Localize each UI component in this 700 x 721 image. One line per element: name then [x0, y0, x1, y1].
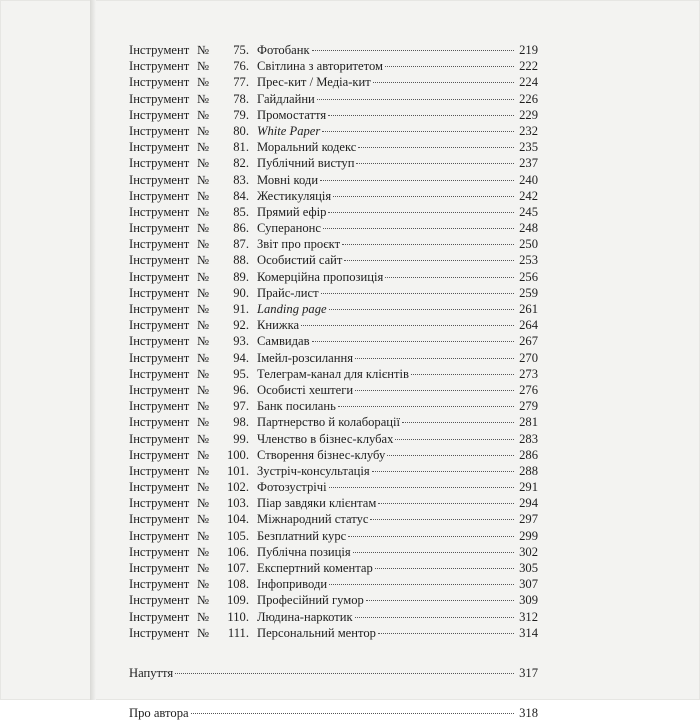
entry-word: Інструмент	[129, 140, 190, 155]
entry-page-number: 235	[519, 140, 538, 155]
entry-number: 77.	[233, 75, 249, 90]
entry-number-sign: №	[197, 528, 210, 543]
entry-number-sign: №	[197, 107, 210, 122]
entry-page-number: 270	[519, 350, 538, 365]
entry-number-sign: №	[197, 204, 210, 219]
toc-entry	[129, 236, 538, 252]
entry-title: Фотобанк	[257, 43, 310, 57]
entry-number-sign: №	[197, 302, 210, 316]
dot-leader	[355, 390, 514, 391]
entry-title: Особистий сайт	[257, 253, 343, 268]
entry-number: 92.	[233, 318, 249, 333]
toc-entry	[129, 447, 538, 463]
entry-number-sign: №	[197, 123, 210, 138]
dot-leader	[358, 147, 514, 148]
entry-page-number: 224	[519, 75, 538, 90]
entry-word: Інструмент	[129, 334, 190, 349]
entry-title: Експертний коментар	[257, 561, 373, 575]
toc-entry	[129, 188, 538, 204]
entry-word: Інструмент	[129, 302, 190, 316]
entry-number: 93.	[233, 334, 249, 349]
dot-leader	[375, 568, 514, 569]
entry-number-sign: №	[197, 399, 210, 414]
entry-title: Світлина з авторитетом	[257, 59, 384, 74]
entry-title: Landing page	[257, 302, 327, 316]
toc-entry	[129, 431, 538, 447]
entry-number-sign: №	[197, 544, 210, 559]
entry-title: Самвидав	[257, 334, 310, 349]
dot-leader	[342, 244, 514, 245]
dot-leader	[387, 455, 514, 456]
toc-entry-extra	[129, 705, 538, 721]
entry-number-sign: №	[197, 75, 210, 90]
entry-number: 84.	[233, 188, 249, 203]
entry-page-number: 273	[519, 366, 538, 381]
entry-word: Інструмент	[129, 188, 190, 203]
entry-number: 81.	[233, 140, 249, 155]
dot-leader	[320, 180, 514, 181]
entry-number: 83.	[233, 172, 249, 187]
entry-number: 85.	[233, 204, 249, 219]
dot-leader	[348, 536, 514, 537]
entry-number-sign: №	[197, 334, 210, 349]
entry-page-number: 286	[519, 447, 538, 462]
entry-title: Книжка	[257, 318, 300, 333]
entry-page-number: 250	[519, 237, 538, 252]
entry-number: 90.	[233, 285, 249, 300]
toc-entry	[129, 495, 538, 511]
entry-title: Безплатний курс	[257, 528, 347, 543]
entry-page-number: 291	[519, 480, 538, 495]
entry-title: Членство в бізнес-клубах	[257, 431, 394, 446]
entry-page-number: 312	[519, 609, 538, 624]
section-gap	[129, 641, 538, 665]
entry-number: 106.	[226, 544, 249, 559]
entry-number-sign: №	[197, 318, 210, 333]
entry-number-sign: №	[197, 156, 210, 171]
entry-number-sign: №	[197, 480, 210, 495]
entry-word: Інструмент	[129, 221, 190, 236]
entry-page-number: 299	[519, 528, 538, 543]
entry-number: 76.	[233, 59, 249, 74]
toc-entry	[129, 463, 538, 479]
toc-entry	[129, 74, 538, 90]
entry-title: Міжнародний статус	[257, 512, 369, 527]
dot-leader	[355, 358, 514, 359]
entry-number-sign: №	[197, 431, 210, 446]
toc-entry	[129, 528, 538, 544]
entry-title: Прес-кит / Медіа-кит	[257, 75, 371, 90]
entry-title: Комерційна пропозиція	[257, 269, 384, 284]
entry-number-sign: №	[197, 512, 210, 527]
entry-page-number: 305	[519, 561, 538, 575]
entry-number-sign: №	[197, 382, 210, 397]
entry-number: 110.	[227, 609, 249, 624]
entry-word: Інструмент	[129, 350, 190, 365]
entry-page-number: 279	[519, 399, 538, 414]
entry-word: Інструмент	[129, 593, 190, 608]
entry-number-sign: №	[197, 561, 210, 575]
entry-number: 99.	[233, 431, 249, 446]
entry-title: Публічний виступ	[257, 156, 355, 171]
toc-entry-extra	[129, 665, 538, 681]
entry-word: Інструмент	[129, 107, 190, 122]
dot-leader	[385, 66, 514, 67]
entry-number-sign: №	[197, 625, 210, 640]
entry-word: Інструмент	[129, 59, 190, 74]
toc-entry	[129, 155, 538, 171]
toc-entry	[129, 511, 538, 527]
entry-page-number: 240	[519, 172, 538, 187]
entry-number-sign: №	[197, 172, 210, 187]
entry-title: White Paper	[257, 123, 321, 138]
entry-title: Прямий ефір	[257, 204, 327, 219]
entry-title: Створення бізнес-клубу	[257, 447, 386, 462]
dot-leader	[411, 374, 514, 375]
dot-leader	[395, 439, 514, 440]
entry-word: Інструмент	[129, 447, 190, 462]
entry-word: Інструмент	[129, 156, 190, 171]
entry-number: 91.	[233, 302, 249, 316]
entry-number: 79.	[233, 107, 249, 122]
entry-number: 102.	[226, 480, 249, 495]
entry-number-sign: №	[197, 188, 210, 203]
entry-title: Публічна позиція	[257, 544, 351, 559]
toc-entry	[129, 204, 538, 220]
entry-number: 111.	[227, 625, 249, 640]
entry-title: Партнерство й колаборації	[257, 415, 401, 430]
entry-number: 109.	[226, 593, 249, 608]
entry-page-number: 317	[519, 665, 538, 680]
entry-word: Інструмент	[129, 382, 190, 397]
entry-title: Про автора	[129, 706, 189, 721]
entry-title: Телеграм-канал для клієнтів	[257, 366, 409, 381]
entry-title: Суперанонс	[257, 221, 321, 236]
entry-number: 88.	[233, 253, 249, 268]
entry-number: 80.	[233, 123, 249, 138]
entry-page-number: 237	[519, 156, 538, 171]
dot-leader	[402, 422, 514, 423]
toc-entry	[129, 220, 538, 236]
entry-title: Промостаття	[257, 107, 327, 122]
dot-leader	[312, 50, 514, 51]
entry-number-sign: №	[197, 577, 210, 592]
dot-leader	[373, 82, 514, 83]
entry-word: Інструмент	[129, 123, 190, 138]
section-gap	[129, 681, 538, 705]
dot-leader	[385, 277, 514, 278]
entry-page-number: 264	[519, 318, 538, 333]
dot-leader	[353, 552, 514, 553]
entry-word: Інструмент	[129, 544, 190, 559]
entry-number: 107.	[226, 561, 249, 575]
toc-entry	[129, 350, 538, 366]
dot-leader	[321, 293, 514, 294]
table-of-contents	[129, 42, 538, 721]
entry-word: Інструмент	[129, 237, 190, 252]
dot-leader	[378, 633, 514, 634]
dot-leader	[329, 309, 514, 310]
toc-entry	[129, 269, 538, 285]
entry-word: Інструмент	[129, 528, 190, 543]
entry-title: Імейл-розсилання	[257, 350, 354, 365]
entry-word: Інструмент	[129, 204, 190, 219]
entry-number-sign: №	[197, 269, 210, 284]
toc-entry	[129, 366, 538, 382]
entry-title: Людина-наркотик	[257, 609, 353, 624]
entry-page-number: 309	[519, 593, 538, 608]
dot-leader	[366, 600, 514, 601]
entry-number-sign: №	[197, 350, 210, 365]
dot-leader	[328, 115, 514, 116]
toc-entry	[129, 382, 538, 398]
entry-word: Інструмент	[129, 285, 190, 300]
entry-page-number: 267	[519, 334, 538, 349]
entry-title: Особисті хештеги	[257, 382, 354, 397]
entry-title: Моральний кодекс	[257, 140, 357, 155]
entry-title: Звіт про проєкт	[257, 237, 341, 252]
toc-entry	[129, 123, 538, 139]
entry-number: 89.	[233, 269, 249, 284]
entry-page-number: 253	[519, 253, 538, 268]
entry-title: Зустріч-консультація	[257, 463, 370, 478]
entry-number-sign: №	[197, 496, 210, 511]
entry-word: Інструмент	[129, 366, 190, 381]
toc-entry	[129, 172, 538, 188]
toc-entry	[129, 544, 538, 560]
entry-number: 87.	[233, 237, 249, 252]
entry-word: Інструмент	[129, 496, 190, 511]
dot-leader	[355, 617, 514, 618]
entry-number: 96.	[233, 382, 249, 397]
dot-leader	[333, 196, 514, 197]
entry-page-number: 226	[519, 91, 538, 106]
entry-page-number: 314	[519, 625, 538, 640]
entry-word: Інструмент	[129, 463, 190, 478]
entry-number-sign: №	[197, 415, 210, 430]
dot-leader	[370, 519, 514, 520]
entry-title: Мовні коди	[257, 172, 319, 187]
entry-word: Інструмент	[129, 253, 190, 268]
entry-page-number: 297	[519, 512, 538, 527]
dot-leader	[322, 131, 514, 132]
entry-page-number: 219	[519, 43, 538, 57]
entry-title: Напуття	[129, 665, 174, 680]
entry-page-number: 302	[519, 544, 538, 559]
dot-leader	[191, 713, 514, 714]
dot-leader	[338, 406, 514, 407]
entry-page-number: 256	[519, 269, 538, 284]
toc-entry	[129, 107, 538, 123]
entry-title: Банк посилань	[257, 399, 336, 414]
toc-entry	[129, 576, 538, 592]
entry-word: Інструмент	[129, 577, 190, 592]
entry-number: 94.	[233, 350, 249, 365]
toc-entry	[129, 398, 538, 414]
entry-page-number: 242	[519, 188, 538, 203]
entry-word: Інструмент	[129, 480, 190, 495]
entry-word: Інструмент	[129, 625, 190, 640]
dot-leader	[323, 228, 514, 229]
dot-leader	[372, 471, 514, 472]
entry-page-number: 288	[519, 463, 538, 478]
entry-number-sign: №	[197, 91, 210, 106]
entry-word: Інструмент	[129, 512, 190, 527]
dot-leader	[329, 584, 514, 585]
entry-title: Прайс-лист	[257, 285, 319, 300]
entry-word: Інструмент	[129, 91, 190, 106]
entry-page-number: 276	[519, 382, 538, 397]
entry-number: 108.	[226, 577, 249, 592]
entry-page-number: 283	[519, 431, 538, 446]
entry-number-sign: №	[197, 253, 210, 268]
entry-number-sign: №	[197, 593, 210, 608]
toc-entry	[129, 42, 538, 58]
toc-entry	[129, 252, 538, 268]
entry-title: Гайдлайни	[257, 91, 315, 106]
toc-entry	[129, 317, 538, 333]
toc-entry	[129, 592, 538, 608]
dot-leader	[175, 673, 514, 674]
entry-word: Інструмент	[129, 75, 190, 90]
dot-leader	[312, 341, 514, 342]
toc-entry	[129, 58, 538, 74]
entry-page-number: 318	[519, 706, 538, 721]
entry-title: Інфоприводи	[257, 577, 328, 592]
entry-title: Професійний гумор	[257, 593, 364, 608]
entry-word: Інструмент	[129, 415, 190, 430]
entry-word: Інструмент	[129, 431, 190, 446]
entry-number-sign: №	[197, 140, 210, 155]
entry-word: Інструмент	[129, 318, 190, 333]
entry-number: 82.	[233, 156, 249, 171]
toc-entry	[129, 91, 538, 107]
dot-leader	[344, 260, 514, 261]
entry-number-sign: №	[197, 59, 210, 74]
entry-number-sign: №	[197, 463, 210, 478]
dot-leader	[356, 163, 514, 164]
toc-entry	[129, 285, 538, 301]
entry-number-sign: №	[197, 43, 210, 57]
toc-entry	[129, 625, 538, 641]
toc-entry	[129, 333, 538, 349]
page-binding-shadow	[90, 0, 96, 700]
toc-entry	[129, 560, 538, 576]
entry-page-number: 222	[519, 59, 538, 74]
dot-leader	[328, 212, 514, 213]
entry-page-number: 229	[519, 107, 538, 122]
dot-leader	[329, 487, 514, 488]
toc-entry	[129, 414, 538, 430]
entry-page-number: 281	[519, 415, 538, 430]
entry-number-sign: №	[197, 285, 210, 300]
entry-word: Інструмент	[129, 43, 190, 57]
entry-number: 103.	[226, 496, 249, 511]
entry-number: 101.	[226, 463, 249, 478]
entry-page-number: 245	[519, 204, 538, 219]
entry-number: 105.	[226, 528, 249, 543]
entry-title: Персональний ментор	[257, 625, 376, 640]
entry-word: Інструмент	[129, 399, 190, 414]
toc-entry	[129, 479, 538, 495]
entry-number: 86.	[233, 221, 249, 236]
entry-word: Інструмент	[129, 269, 190, 284]
dot-leader	[378, 503, 514, 504]
entry-word: Інструмент	[129, 172, 190, 187]
entry-number: 95.	[233, 366, 249, 381]
entry-page-number: 232	[519, 123, 538, 138]
entry-number: 75.	[233, 43, 249, 57]
entry-number: 104.	[226, 512, 249, 527]
entry-word: Інструмент	[129, 609, 190, 624]
dot-leader	[301, 325, 514, 326]
entry-title: Фотозустрічі	[257, 480, 327, 495]
toc-entry	[129, 301, 538, 317]
entry-page-number: 259	[519, 285, 538, 300]
entry-number-sign: №	[197, 221, 210, 236]
entry-page-number: 307	[519, 577, 538, 592]
entry-title: Жестикуляція	[257, 188, 332, 203]
dot-leader	[317, 99, 514, 100]
toc-entry	[129, 609, 538, 625]
entry-number: 98.	[233, 415, 249, 430]
entry-number-sign: №	[197, 609, 210, 624]
entry-number-sign: №	[197, 366, 210, 381]
entry-title: Піар завдяки клієнтам	[257, 496, 377, 511]
entry-number: 100.	[226, 447, 249, 462]
toc-entry	[129, 139, 538, 155]
entry-number-sign: №	[197, 447, 210, 462]
entry-number: 97.	[233, 399, 249, 414]
entry-number: 78.	[233, 91, 249, 106]
entry-word: Інструмент	[129, 561, 190, 575]
entry-number-sign: №	[197, 237, 210, 252]
entry-page-number: 248	[519, 221, 538, 236]
entry-page-number: 294	[519, 496, 538, 511]
entry-page-number: 261	[519, 302, 538, 316]
